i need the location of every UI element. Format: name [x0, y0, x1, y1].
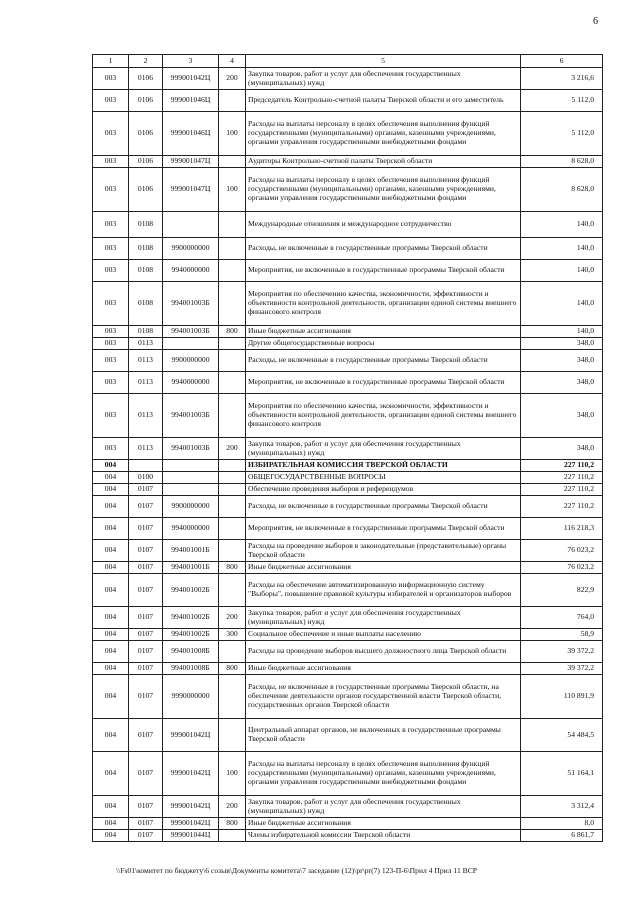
table-row — [93, 338, 603, 350]
footer-path: \\Fs01\комитет по бюджету\6 созыв\Документы комитета\7 заседание (12)\pr\pr(7) 123-П-6\Прил 4 Прил 11 ВСР — [116, 866, 477, 875]
expense-type-cell — [219, 484, 246, 496]
amount-cell: 5 112,0 — [521, 90, 603, 112]
expense-type-cell — [219, 90, 246, 112]
table-row — [93, 629, 603, 641]
target-article-cell: 9900000000 — [163, 238, 219, 260]
section-code-cell: 0100 — [129, 472, 163, 484]
amount-cell: 348,0 — [521, 438, 603, 460]
admin-code-cell: 003 — [93, 350, 129, 372]
expense-type-cell — [219, 156, 246, 168]
admin-code-cell: 004 — [93, 629, 129, 641]
section-code-cell: 0107 — [129, 796, 163, 818]
admin-code-cell: 004 — [93, 562, 129, 574]
description-cell: ОБЩЕГОСУДАРСТВЕННЫЕ ВОПРОСЫ — [246, 472, 521, 484]
table-row — [93, 238, 603, 260]
admin-code-cell: 003 — [93, 212, 129, 238]
expense-type-cell — [219, 260, 246, 282]
target-article-cell: 994001003Б — [163, 282, 219, 326]
section-code-cell: 0113 — [129, 394, 163, 438]
amount-cell: 140,0 — [521, 238, 603, 260]
section-code-cell: 0107 — [129, 675, 163, 719]
amount-cell: 8 628,0 — [521, 168, 603, 212]
amount-cell: 140,0 — [521, 260, 603, 282]
table-row — [93, 562, 603, 574]
admin-code-cell: 004 — [93, 641, 129, 663]
expense-type-cell: 800 — [219, 326, 246, 338]
expense-type-cell: 200 — [219, 607, 246, 629]
expense-type-cell: 200 — [219, 68, 246, 90]
target-article-cell — [163, 472, 219, 484]
admin-code-cell: 004 — [93, 460, 129, 472]
expense-type-cell: 800 — [219, 663, 246, 675]
table-row — [93, 68, 603, 90]
target-article-cell: 994001008Б — [163, 663, 219, 675]
target-article-cell: 9940000000 — [163, 260, 219, 282]
target-article-cell: 999001042Ц — [163, 818, 219, 830]
target-article-cell: 999001044Ц — [163, 830, 219, 842]
amount-cell: 140,0 — [521, 326, 603, 338]
section-code-cell: 0107 — [129, 518, 163, 540]
target-article-cell — [163, 460, 219, 472]
admin-code-cell: 004 — [93, 496, 129, 518]
table-row — [93, 394, 603, 438]
section-code-cell: 0107 — [129, 484, 163, 496]
description-cell: Закупка товаров, работ и услуг для обеспечения государственных (муниципальных) нужд — [246, 607, 521, 629]
description-cell: Расходы на выплаты персоналу в целях обеспечения выполнения функций государственными (муниципальными) органами, казенными учреждениями, органами управления государственными внебюджетными фондами — [246, 752, 521, 796]
table-row — [93, 282, 603, 326]
admin-code-cell: 003 — [93, 90, 129, 112]
target-article-cell: 994001003Б — [163, 326, 219, 338]
admin-code-cell: 003 — [93, 238, 129, 260]
target-article-cell: 9990000000 — [163, 675, 219, 719]
amount-cell: 227 110,2 — [521, 460, 603, 472]
budget-table — [92, 54, 603, 842]
description-cell: Центральный аппарат органов, не включенных в государственные программы Тверской области — [246, 719, 521, 752]
amount-cell: 39 372,2 — [521, 663, 603, 675]
expense-type-cell — [219, 460, 246, 472]
section-code-cell: 0106 — [129, 112, 163, 156]
description-cell: Закупка товаров, работ и услуг для обеспечения государственных (муниципальных) нужд — [246, 796, 521, 818]
target-article-cell: 994001003Б — [163, 394, 219, 438]
section-code-cell: 0107 — [129, 719, 163, 752]
expense-type-cell: 800 — [219, 562, 246, 574]
admin-code-cell: 003 — [93, 260, 129, 282]
target-article-cell: 999001047Ц — [163, 168, 219, 212]
table-row — [93, 212, 603, 238]
amount-cell: 822,9 — [521, 574, 603, 607]
expense-type-cell — [219, 212, 246, 238]
table-row — [93, 830, 603, 842]
admin-code-cell: 004 — [93, 484, 129, 496]
amount-cell: 140,0 — [521, 282, 603, 326]
column-header-4: 4 — [219, 55, 246, 68]
target-article-cell: 999001042Ц — [163, 68, 219, 90]
expense-type-cell: 200 — [219, 438, 246, 460]
target-article-cell: 999001042Ц — [163, 719, 219, 752]
target-article-cell: 994001002Б — [163, 629, 219, 641]
admin-code-cell: 004 — [93, 675, 129, 719]
amount-cell: 8,0 — [521, 818, 603, 830]
table-row — [93, 719, 603, 752]
section-code-cell: 0107 — [129, 607, 163, 629]
expense-type-cell — [219, 496, 246, 518]
expense-type-cell — [219, 675, 246, 719]
description-cell: Расходы на выплаты персоналу в целях обеспечения выполнения функций государственными (муниципальными) органами, казенными учреждениями, органами управления государственными внебюджетными фондами — [246, 168, 521, 212]
table-row — [93, 518, 603, 540]
section-code-cell: 0107 — [129, 562, 163, 574]
amount-cell: 58,9 — [521, 629, 603, 641]
target-article-cell — [163, 338, 219, 350]
target-article-cell: 999001046Ц — [163, 112, 219, 156]
table-row — [93, 574, 603, 607]
expense-type-cell — [219, 238, 246, 260]
description-cell: Расходы на проведение выборов высшего должностного лица Тверской области — [246, 641, 521, 663]
admin-code-cell: 004 — [93, 830, 129, 842]
amount-cell: 3 312,4 — [521, 796, 603, 818]
expense-type-cell: 200 — [219, 796, 246, 818]
description-cell: Закупка товаров, работ и услуг для обеспечения государственных (муниципальных) нужд — [246, 68, 521, 90]
description-cell: Обеспечение проведения выборов и референдумов — [246, 484, 521, 496]
table-row — [93, 496, 603, 518]
admin-code-cell: 003 — [93, 168, 129, 212]
amount-cell: 5 112,0 — [521, 112, 603, 156]
amount-cell: 348,0 — [521, 350, 603, 372]
admin-code-cell: 003 — [93, 372, 129, 394]
amount-cell: 348,0 — [521, 338, 603, 350]
target-article-cell: 994001001Б — [163, 540, 219, 562]
table-row — [93, 796, 603, 818]
section-code-cell: 0107 — [129, 540, 163, 562]
expense-type-cell — [219, 830, 246, 842]
description-cell: Мероприятия, не включенные в государственные программы Тверской области — [246, 372, 521, 394]
amount-cell: 8 628,0 — [521, 156, 603, 168]
amount-cell: 348,0 — [521, 372, 603, 394]
table-row — [93, 540, 603, 562]
admin-code-cell: 003 — [93, 282, 129, 326]
section-code-cell: 0108 — [129, 260, 163, 282]
description-cell: Расходы на выплаты персоналу в целях обеспечения выполнения функций государственными (муниципальными) органами, казенными учреждениями, органами управления государственными внебюджетными фондами — [246, 112, 521, 156]
section-code-cell: 0108 — [129, 238, 163, 260]
description-cell: Расходы, не включенные в государственные программы Тверской области — [246, 496, 521, 518]
admin-code-cell: 004 — [93, 607, 129, 629]
table-row — [93, 326, 603, 338]
admin-code-cell: 004 — [93, 663, 129, 675]
table-row — [93, 260, 603, 282]
section-code-cell: 0106 — [129, 90, 163, 112]
section-code-cell: 0108 — [129, 326, 163, 338]
table-row — [93, 607, 603, 629]
description-cell: Мероприятия, не включенные в государственные программы Тверской области — [246, 260, 521, 282]
admin-code-cell: 003 — [93, 338, 129, 350]
table-header — [93, 55, 603, 68]
expense-type-cell: 100 — [219, 168, 246, 212]
admin-code-cell: 004 — [93, 518, 129, 540]
expense-type-cell — [219, 518, 246, 540]
expense-type-cell — [219, 394, 246, 438]
amount-cell: 110 891,9 — [521, 675, 603, 719]
expense-type-cell — [219, 719, 246, 752]
section-code-cell: 0106 — [129, 168, 163, 212]
target-article-cell: 994001001Б — [163, 562, 219, 574]
admin-code-cell: 003 — [93, 394, 129, 438]
section-code-cell: 0113 — [129, 438, 163, 460]
admin-code-cell: 004 — [93, 574, 129, 607]
admin-code-cell: 003 — [93, 68, 129, 90]
target-article-cell: 999001047Ц — [163, 156, 219, 168]
section-code-cell: 0107 — [129, 574, 163, 607]
column-header-6: 6 — [521, 55, 603, 68]
section-code-cell: 0106 — [129, 68, 163, 90]
expense-type-cell: 100 — [219, 752, 246, 796]
admin-code-cell: 004 — [93, 796, 129, 818]
section-code-cell: 0107 — [129, 818, 163, 830]
description-cell: ИЗБИРАТЕЛЬНАЯ КОМИССИЯ ТВЕРСКОЙ ОБЛАСТИ — [246, 460, 521, 472]
section-code-cell: 0113 — [129, 338, 163, 350]
table-row — [93, 156, 603, 168]
amount-cell: 764,0 — [521, 607, 603, 629]
column-header-2: 2 — [129, 55, 163, 68]
target-article-cell: 994001002Б — [163, 574, 219, 607]
expense-type-cell — [219, 338, 246, 350]
description-cell: Председатель Контрольно-счетной палаты Тверской области и его заместитель — [246, 90, 521, 112]
table-body — [93, 68, 603, 842]
description-cell: Члены избирательной комиссии Тверской области — [246, 830, 521, 842]
expense-type-cell — [219, 282, 246, 326]
amount-cell: 227 110,2 — [521, 472, 603, 484]
table-row — [93, 752, 603, 796]
expense-type-cell — [219, 540, 246, 562]
expense-type-cell: 100 — [219, 112, 246, 156]
target-article-cell: 999001042Ц — [163, 796, 219, 818]
target-article-cell: 999001042Ц — [163, 752, 219, 796]
section-code-cell: 0108 — [129, 282, 163, 326]
description-cell: Расходы, не включенные в государственные программы Тверской области — [246, 238, 521, 260]
table-row — [93, 438, 603, 460]
amount-cell: 227 110,2 — [521, 484, 603, 496]
target-article-cell: 9940000000 — [163, 372, 219, 394]
section-code-cell: 0113 — [129, 372, 163, 394]
expense-type-cell: 800 — [219, 818, 246, 830]
description-cell: Иные бюджетные ассигнования — [246, 818, 521, 830]
admin-code-cell: 004 — [93, 818, 129, 830]
description-cell: Социальное обеспечение и иные выплаты населению — [246, 629, 521, 641]
column-header-5: 5 — [246, 55, 521, 68]
description-cell: Аудиторы Контрольно-счетной палаты Тверской области — [246, 156, 521, 168]
section-code-cell: 0113 — [129, 350, 163, 372]
description-cell: Мероприятия по обеспечению качества, экономичности, эффективности и объективности контрольной деятельности, организации единой системы внешнего финансового контроля — [246, 282, 521, 326]
section-code-cell: 0107 — [129, 830, 163, 842]
amount-cell: 6 861,7 — [521, 830, 603, 842]
table-row — [93, 641, 603, 663]
section-code-cell — [129, 460, 163, 472]
section-code-cell: 0106 — [129, 156, 163, 168]
target-article-cell: 994001008Б — [163, 641, 219, 663]
table-row — [93, 818, 603, 830]
page-number: 6 — [593, 16, 598, 27]
amount-cell: 54 484,5 — [521, 719, 603, 752]
amount-cell: 3 216,6 — [521, 68, 603, 90]
amount-cell: 76 023,2 — [521, 562, 603, 574]
table-row — [93, 675, 603, 719]
admin-code-cell: 003 — [93, 156, 129, 168]
table-row — [93, 90, 603, 112]
description-cell: Расходы на проведение выборов в законодательные (представительные) органы Тверской области — [246, 540, 521, 562]
description-cell: Расходы, не включенные в государственные программы Тверской области, на обеспечение деятельности органов государственной власти Тверской области, государственных органов Тверской области — [246, 675, 521, 719]
section-code-cell: 0107 — [129, 629, 163, 641]
amount-cell: 76 023,2 — [521, 540, 603, 562]
target-article-cell — [163, 212, 219, 238]
description-cell: Другие общегосударственные вопросы — [246, 338, 521, 350]
table-row — [93, 168, 603, 212]
amount-cell: 140,0 — [521, 212, 603, 238]
admin-code-cell: 003 — [93, 326, 129, 338]
column-header-1: 1 — [93, 55, 129, 68]
expense-type-cell — [219, 350, 246, 372]
description-cell: Иные бюджетные ассигнования — [246, 562, 521, 574]
table-row — [93, 460, 603, 472]
amount-cell: 39 372,2 — [521, 641, 603, 663]
admin-code-cell: 004 — [93, 472, 129, 484]
description-cell: Мероприятия по обеспечению качества, экономичности, эффективности и объективности контрольной деятельности, организации единой системы внешнего финансового контроля — [246, 394, 521, 438]
expense-type-cell — [219, 574, 246, 607]
section-code-cell: 0108 — [129, 212, 163, 238]
target-article-cell: 9940000000 — [163, 518, 219, 540]
target-article-cell: 994001003Б — [163, 438, 219, 460]
table-row — [93, 472, 603, 484]
amount-cell: 348,0 — [521, 394, 603, 438]
section-code-cell: 0107 — [129, 496, 163, 518]
target-article-cell — [163, 484, 219, 496]
admin-code-cell: 004 — [93, 540, 129, 562]
table-row — [93, 372, 603, 394]
description-cell: Иные бюджетные ассигнования — [246, 663, 521, 675]
description-cell: Закупка товаров, работ и услуг для обеспечения государственных (муниципальных) нужд — [246, 438, 521, 460]
section-code-cell: 0107 — [129, 752, 163, 796]
section-code-cell: 0107 — [129, 663, 163, 675]
admin-code-cell: 004 — [93, 719, 129, 752]
target-article-cell: 9900000000 — [163, 350, 219, 372]
description-cell: Расходы на обеспечение автоматизированную информационную систему "Выборы", повышение правовой культуры избирателей и организаторов выборов — [246, 574, 521, 607]
target-article-cell: 9900000000 — [163, 496, 219, 518]
admin-code-cell: 003 — [93, 438, 129, 460]
expense-type-cell — [219, 372, 246, 394]
amount-cell: 51 164,1 — [521, 752, 603, 796]
table-row — [93, 663, 603, 675]
description-cell: Международные отношения и международное сотрудничество — [246, 212, 521, 238]
target-article-cell: 999001046Ц — [163, 90, 219, 112]
target-article-cell: 994001002Б — [163, 607, 219, 629]
table-row — [93, 484, 603, 496]
table-row — [93, 350, 603, 372]
column-header-3: 3 — [163, 55, 219, 68]
amount-cell: 227 110,2 — [521, 496, 603, 518]
admin-code-cell: 003 — [93, 112, 129, 156]
table-row — [93, 112, 603, 156]
admin-code-cell: 004 — [93, 752, 129, 796]
expense-type-cell — [219, 641, 246, 663]
description-cell: Иные бюджетные ассигнования — [246, 326, 521, 338]
section-code-cell: 0107 — [129, 641, 163, 663]
expense-type-cell — [219, 472, 246, 484]
description-cell: Расходы, не включенные в государственные программы Тверской области — [246, 350, 521, 372]
description-cell: Мероприятия, не включенные в государственные программы Тверской области — [246, 518, 521, 540]
expense-type-cell: 300 — [219, 629, 246, 641]
amount-cell: 116 218,3 — [521, 518, 603, 540]
